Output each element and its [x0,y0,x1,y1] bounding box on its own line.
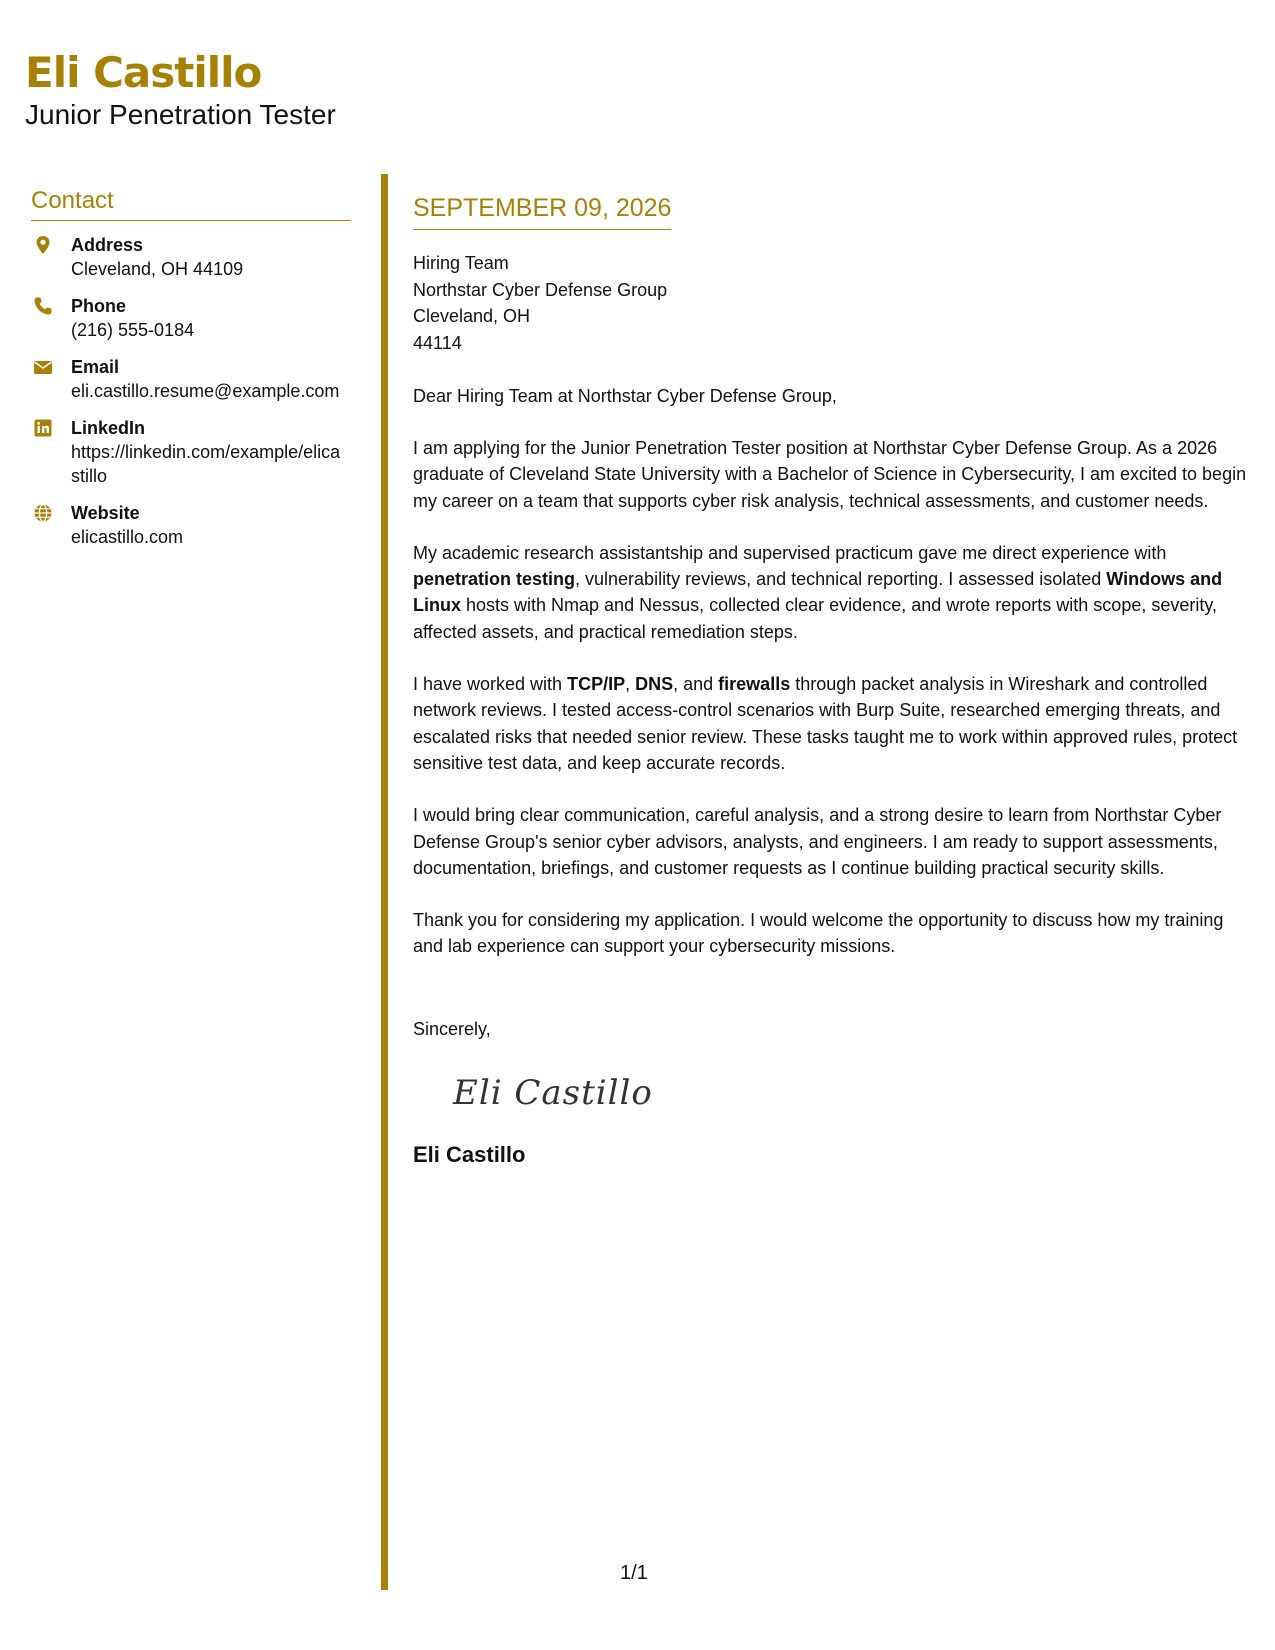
contact-value: (216) 555-0184 [71,320,195,340]
contact-item-address [31,233,351,281]
contact-value: https://linkedin.com/example/elicastillo [71,442,341,486]
signer-name: Eli Castillo [413,1141,526,1167]
recipient-line: 44114 [413,332,462,353]
body-paragraph [413,671,1248,776]
phone-icon [33,296,53,316]
body-paragraph [413,540,1248,645]
text-run: I would bring clear communication, careful analysis, and a strong desire to learn from Northstar Cyber Defense Group's senior cyber advisors, analysts, and engineers. I am ready to support assessments, documentation, briefings, and customer requests as I continue building practical security skills. [413,805,1222,878]
contact-value: eli.castillo.resume@example.com [71,381,340,401]
envelope-icon [33,357,53,377]
job-title: Junior Penetration Tester [25,99,336,130]
text-run: My academic research assistantship and supervised practicum gave me direct experience with [413,542,1167,563]
map-pin-icon [33,235,53,255]
closing: Sincerely, [413,1018,491,1039]
contact-item-website [31,501,351,549]
vertical-divider [381,174,388,1590]
text-run: , and [673,674,719,695]
contact-value: elicastillo.com [71,527,184,547]
body-paragraph [413,802,1248,881]
contact-item-linkedin [31,416,351,488]
contact-list [31,233,351,549]
recipient-line: Northstar Cyber Defense Group [413,279,668,300]
recipient-block [413,250,1248,356]
applicant-name: Eli Castillo [25,48,262,97]
body-paragraph [413,907,1248,960]
text-run: I have worked with [413,674,568,695]
handwritten-signature: Eli Castillo [453,1072,653,1113]
text-run: , [625,674,636,695]
bold-text: firewalls [718,674,791,695]
contact-sidebar [31,186,351,562]
contact-item-email [31,355,351,403]
bold-text: Windows and Linux [413,569,1223,616]
globe-icon [33,503,53,523]
letter-paragraphs [413,435,1248,960]
contact-label: Phone [71,296,127,316]
page-number: 1/1 [620,1562,648,1584]
text-run: Thank you for considering my application. I would welcome the opportunity to discuss how my training and lab experience can support your cybersecurity missions. [413,910,1224,957]
bold-text: TCP/IP [567,674,626,695]
bold-text: penetration testing [413,569,576,590]
contact-item-phone [31,294,351,342]
letter-body [413,192,1248,1170]
bold-text: DNS [635,674,674,695]
recipient-line: Cleveland, OH [413,306,531,326]
text-run: I am applying for the Junior Penetration Tester position at Northstar Cyber Defense Group. As a 2026 graduate of Cleveland State University with a Bachelor of Science in Cybersecurity, I am excited to begin my career on a team that supports cyber risk analysis, technical assessments, and customer needs. [413,438,1247,511]
text-run: , vulnerability reviews, and technical reporting. I assessed isolated [575,569,1107,590]
contact-heading: Contact [31,186,351,221]
header [25,48,336,132]
linkedin-icon [33,418,53,438]
contact-label: LinkedIn [71,418,146,438]
contact-label: Website [71,503,140,523]
text-run: hosts with Nmap and Nessus, collected clear evidence, and wrote reports with scope, severity, affected assets, and practical remediation steps. [413,595,1218,642]
contact-value: Cleveland, OH 44109 [71,259,244,279]
contact-label: Address [71,235,144,255]
salutation: Dear Hiring Team at Northstar Cyber Defense Group, [413,386,837,406]
recipient-line: Hiring Team [413,253,509,273]
contact-label: Email [71,357,120,377]
letter-date: SEPTEMBER 09, 2026 [413,192,671,230]
body-paragraph [413,435,1248,514]
text-run: through packet analysis in Wireshark and controlled network reviews. I tested access-control scenarios with Burp Suite, researched emerging threats, and escalated risks that needed senior review. These tasks taught me to work within approved rules, protect sensitive test data, and keep accurate records. [413,674,1238,773]
